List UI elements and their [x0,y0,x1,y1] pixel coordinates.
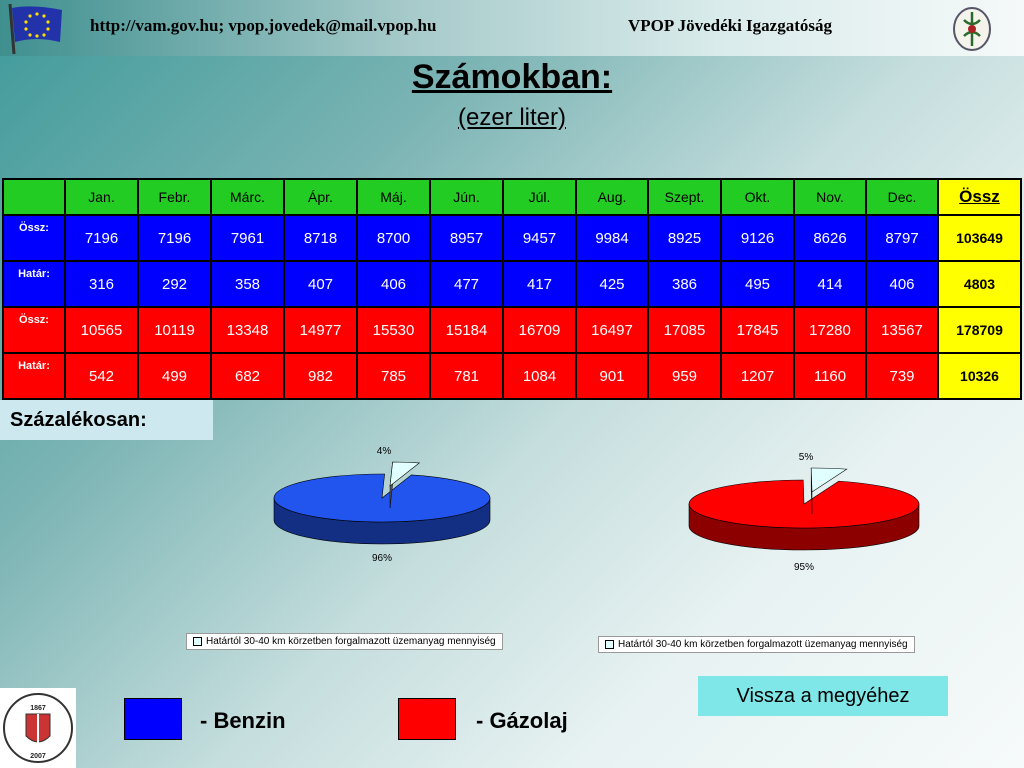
table-cell: 17280 [794,307,866,353]
header-cell: Szept. [648,179,721,215]
table-cell: 1207 [721,353,794,399]
pie-label-large: 96% [371,553,393,564]
table-cell: 7196 [65,215,138,261]
pie-label-small: 4% [376,446,392,457]
header-cell: Máj. [357,179,430,215]
table-row [3,261,1021,307]
benzin-label: - Benzin [200,708,286,733]
legend-swatch [605,640,614,649]
table-cell: 9984 [576,215,648,261]
table-cell: 8957 [430,215,503,261]
pie-chart-benzin [262,440,502,570]
table-row [3,215,1021,261]
table-cell: 1084 [503,353,576,399]
row-label: Határ: [3,261,65,307]
table-cell: 901 [576,353,648,399]
table-header-row [3,179,1021,215]
gazolaj-label: - Gázolaj [476,708,568,733]
table-cell: 8797 [866,215,938,261]
header-total-cell: Össz [938,179,1021,215]
table-cell: 959 [648,353,721,399]
row-label: Határ: [3,353,65,399]
pie-legend-benzin [186,633,503,650]
page-subtitle: (ezer liter) [457,104,566,131]
row-total-cell: 103649 [938,215,1021,261]
table-cell: 8925 [648,215,721,261]
table-cell: 8700 [357,215,430,261]
header-cell: Ápr. [284,179,357,215]
header-cell: Aug. [576,179,648,215]
table-cell: 495 [721,261,794,307]
table-cell: 9457 [503,215,576,261]
table-cell: 739 [866,353,938,399]
table-cell: 542 [65,353,138,399]
header-org: VPOP Jövedéki Igazgatóság [628,16,832,35]
customs-emblem-icon [952,6,992,52]
table-cell: 386 [648,261,721,307]
pie-label-small: 5% [798,452,814,463]
pie-chart-gazolaj [680,446,930,576]
svg-text:1867: 1867 [30,705,46,712]
table-cell: 15184 [430,307,503,353]
table-cell: 406 [866,261,938,307]
table-cell: 9126 [721,215,794,261]
table-cell: 1160 [794,353,866,399]
percent-heading: Százalékosan: [0,400,213,440]
table-cell: 8718 [284,215,357,261]
eu-flag-icon [2,2,66,54]
table-cell: 10565 [65,307,138,353]
pie-slice-large [274,474,490,522]
header-cell: Dec. [866,179,938,215]
page-title: Számokban: [411,58,613,96]
table-cell: 358 [211,261,284,307]
pie-legend-gazolaj [598,636,915,653]
table-row [3,307,1021,353]
table-cell: 13348 [211,307,284,353]
header-cell: Febr. [138,179,211,215]
svg-text:2007: 2007 [30,753,46,760]
header-cell: Márc. [211,179,284,215]
header-cell: Okt. [721,179,794,215]
table-cell: 477 [430,261,503,307]
table-cell: 13567 [866,307,938,353]
header-cell: Jún. [430,179,503,215]
header-cell [3,179,65,215]
anniversary-seal-logo [0,688,76,768]
legend-swatch [193,637,202,646]
table-cell: 407 [284,261,357,307]
table-cell: 10119 [138,307,211,353]
table-cell: 292 [138,261,211,307]
fuel-data-table [2,178,1022,400]
row-total-cell: 178709 [938,307,1021,353]
table-cell: 14977 [284,307,357,353]
table-cell: 781 [430,353,503,399]
table-cell: 982 [284,353,357,399]
legend-label: Határtól 30-40 km körzetben forgalmazott üzemanyag mennyiség [618,639,908,650]
pie-label-large: 95% [793,562,815,573]
table-cell: 682 [211,353,284,399]
row-total-cell: 4803 [938,261,1021,307]
header-cell: Jan. [65,179,138,215]
table-cell: 16497 [576,307,648,353]
row-label: Össz: [3,307,65,353]
table-cell: 499 [138,353,211,399]
benzin-swatch [124,698,182,740]
gazolaj-swatch [398,698,456,740]
table-cell: 425 [576,261,648,307]
table-cell: 16709 [503,307,576,353]
table-cell: 785 [357,353,430,399]
header-cell: Nov. [794,179,866,215]
table-cell: 8626 [794,215,866,261]
row-label: Össz: [3,215,65,261]
back-to-county-button[interactable]: Vissza a megyéhez [698,676,948,716]
pie-slice-large [689,480,919,528]
table-cell: 17845 [721,307,794,353]
row-total-cell: 10326 [938,353,1021,399]
table-cell: 414 [794,261,866,307]
table-cell: 406 [357,261,430,307]
table-cell: 316 [65,261,138,307]
table-cell: 15530 [357,307,430,353]
table-row [3,353,1021,399]
legend-label: Határtól 30-40 km körzetben forgalmazott üzemanyag mennyiség [206,636,496,647]
table-cell: 7961 [211,215,284,261]
header-cell: Júl. [503,179,576,215]
header-contact: http://vam.gov.hu; vpop.jovedek@mail.vpop.hu [90,16,437,35]
table-cell: 7196 [138,215,211,261]
table-cell: 417 [503,261,576,307]
table-cell: 17085 [648,307,721,353]
